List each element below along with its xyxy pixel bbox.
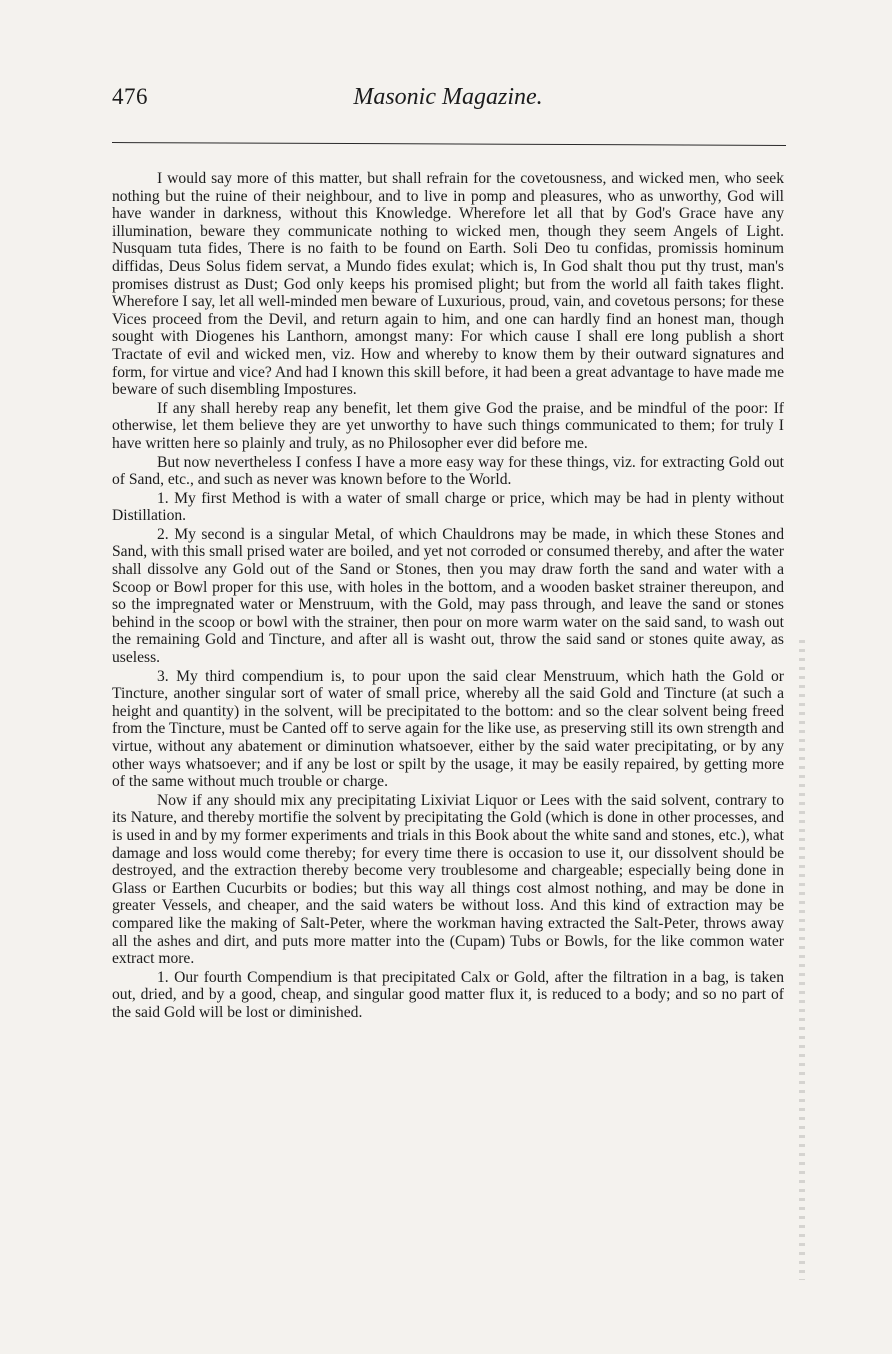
article-body (112, 170, 784, 1022)
running-title: Masonic Magazine. (353, 84, 543, 110)
page-number: 476 (112, 84, 148, 109)
paragraph: 3. My third compendium is, to pour upon the said clear Menstruum, which hath the Gold or Tincture, another singular sort of water of small price, whereby all the said Gold and Tincture (at such a height and quantity) in the solvent, will be precipitated to the bottom: and so the clear solvent being freed from the Tincture, must be Canted off to serve again for the like use, as preserving still its own strength and virtue, without any abatement or diminution whatsoever, either by the said water precipitating, or by any other ways whatsoever; and if any be lost or spilt by the usage, it may be easily repaired, by getting more of the same without much trouble or charge. (112, 667, 784, 791)
paragraph: If any shall hereby reap any benefit, let them give God the praise, and be mindful of the poor: If otherwise, let them believe they are yet unworthy to have such things communicated to them; for truly I have written here so plainly and truly, as no Philosopher ever did before me. (112, 399, 784, 452)
paragraph: 2. My second is a singular Metal, of which Chauldrons may be made, in which these Stones and Sand, with this small prised water are boiled, and yet not corroded or consumed thereby, and after the water shall dissolve any Gold out of the Sand or Stones, then you may draw forth the sand and water with a Scoop or Bowl proper for this use, with holes in the bottom, and a wooden basket strainer thereupon, and so the impregnated water or Menstruum, with the Gold, may pass through, and leave the sand or stones behind in the scoop or bowl with the strainer, then pour on more warm water on the said sand, to wash out the remaining Gold and Tincture, and after all is washt out, throw the said sand or stones quite away, as useless. (112, 525, 784, 667)
header-rule (112, 142, 786, 146)
paragraph: 1. Our fourth Compendium is that precipitated Calx or Gold, after the filtration in a bag, is taken out, dried, and by a good, cheap, and singular good matter flux it, is reduced to a body; and so no part of the said Gold will be lost or diminished. (112, 968, 784, 1021)
page-header (112, 84, 784, 120)
paragraph: Now if any should mix any precipitating Lixiviat Liquor or Lees with the said solvent, contrary to its Nature, and thereby mortifie the solvent by precipitating the Gold (which is done in other processes, and is used in and by my former experiments and trials in this Book about the white sand and stones, etc.), what damage and loss would come thereby; for every time there is occasion to use it, our dissolvent should be destroyed, and the extraction thereby become very troublesome and chargeable; especially being done in Glass or Earthen Cucurbits or bodies; but this way all things cost almost nothing, and may be done in greater Vessels, and cheaper, and the said waters be without loss. And this kind of extraction may be compared like the making of Salt-Peter, where the workman having extracted the Salt-Peter, throws away all the ashes and dirt, and puts more matter into the (Cupam) Tubs or Bowls, for the like common water extract more. (112, 791, 784, 968)
paragraph: I would say more of this matter, but shall refrain for the covetousness, and wicked men, who seek nothing but the ruine of their neighbour, and to live in pomp and pleasures, who as unworthy, God will have wander in darkness, without this Knowledge. Wherefore let all that by God's Grace have any illumination, beware they communicate nothing to wicked men, though they seem Angels of Light. Nusquam tuta fides, There is no faith to be found on Earth. Soli Deo tu confidas, promissis hominum diffidas, Deus Solus fidem servat, a Mundo fides exulat; which is, In God shalt thou put thy trust, man's promises distrust as Dust; God only keeps his promised plight; but from the world all faith takes flight. Wherefore I say, let all well-minded men beware of Luxurious, proud, vain, and covetous persons; for these Vices proceed from the Devil, and return again to him, and one can hardly find an honest man, though sought with Diogenes his Lanthorn, amongst many: For which cause I shall ere long publish a short Tractate of evil and wicked men, viz. How and whereby to know them by their outward signatures and form, for virtue and vice? And had I known this skill before, it had been a great advantage to have made me beware of such disembling Impostures. (112, 170, 784, 399)
margin-scan-marks (799, 640, 805, 1280)
paragraph: 1. My first Method is with a water of small charge or price, which may be had in plenty without Distillation. (112, 489, 784, 525)
paragraph: But now nevertheless I confess I have a more easy way for these things, viz. for extracting Gold out of Sand, etc., and such as never was known before to the World. (112, 453, 784, 489)
